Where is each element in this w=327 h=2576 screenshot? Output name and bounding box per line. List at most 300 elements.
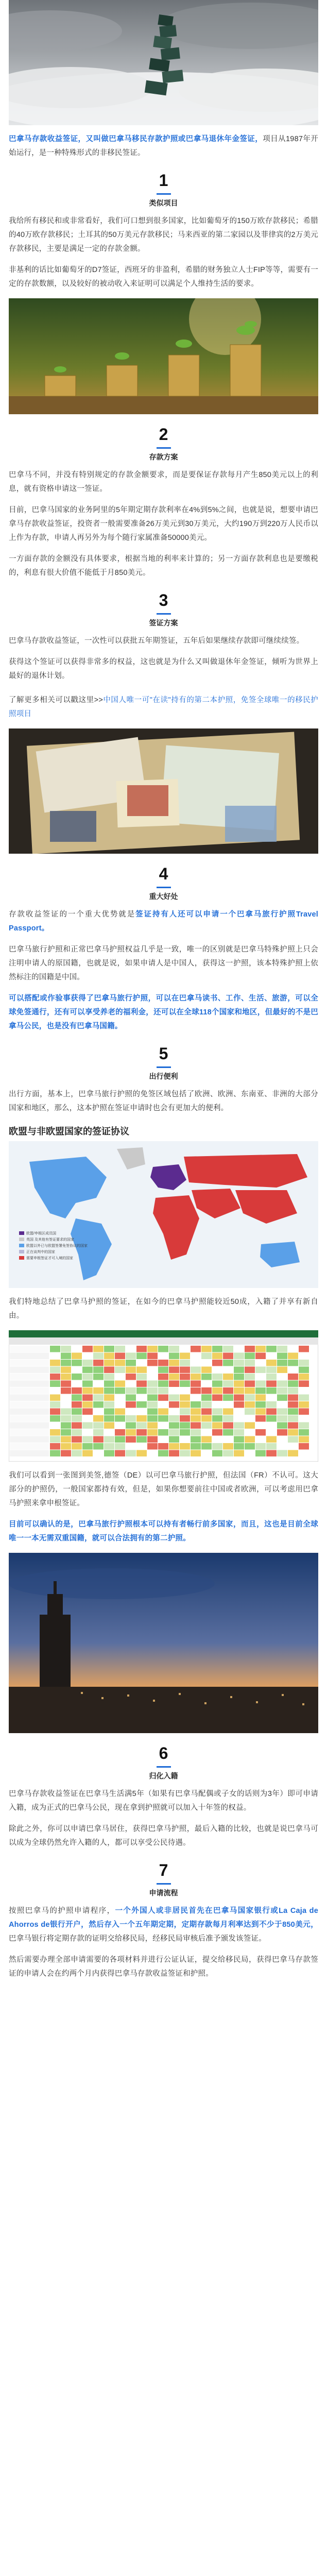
sheet-cell — [201, 1374, 212, 1380]
sheet-cell — [169, 1360, 179, 1366]
sheet-cell — [115, 1374, 125, 1380]
sheet-cell — [104, 1395, 114, 1401]
legend-item-4: 需要申根签证才可入境的国家 — [26, 1257, 73, 1260]
sheet-cell — [50, 1401, 60, 1408]
sheet-cell — [72, 1436, 82, 1443]
sheet-cell — [212, 1367, 222, 1374]
paragraph: 巴拿马不同，并没有特别规定的存款金额要求，而是要保证存款每月产生850美元以上的利息，就有资格申请这一签证。 — [9, 471, 318, 493]
sheet-cell — [223, 1450, 233, 1457]
sheet-cell — [147, 1401, 158, 1408]
sheet-cell — [299, 1422, 309, 1429]
sheet-cell — [212, 1353, 222, 1360]
sheet-cell — [245, 1450, 255, 1457]
sheet-row-label — [10, 1360, 49, 1366]
paragraph: 一方面存款的金额没有具体要求，根据当地的利率来计算的；另一方面存款利息也是要缴税的，利息有很大价值不能低于月850美元。 — [9, 555, 318, 577]
sheet-cell — [93, 1401, 104, 1408]
sheet-cell — [61, 1360, 71, 1366]
sheet-cell — [191, 1374, 201, 1380]
sheet-row-label — [10, 1450, 49, 1457]
sheet-cell — [266, 1346, 277, 1352]
section-divider — [157, 613, 171, 615]
sheet-cell — [136, 1395, 147, 1401]
sheet-cell — [299, 1401, 309, 1408]
sheet-cell — [169, 1429, 179, 1436]
sheet-cell — [277, 1436, 287, 1443]
sheet-cell — [277, 1422, 287, 1429]
sheet-row-label — [10, 1443, 49, 1450]
sheet-cell — [245, 1429, 255, 1436]
sheet-cell — [82, 1360, 93, 1366]
sheet-cell — [136, 1415, 147, 1422]
paragraph-text: 巴拿马银行将定期存款的证明交给移民局，经移民局审核后准予颁发该签证。 — [9, 1935, 266, 1943]
sheet-cell — [169, 1353, 179, 1360]
sheet-cell — [147, 1422, 158, 1429]
sheet-cell — [147, 1381, 158, 1387]
sheet-cell — [191, 1401, 201, 1408]
sheet-cell — [126, 1443, 136, 1450]
sheet-row-label — [10, 1422, 49, 1429]
visa-map-image — [9, 1141, 318, 1288]
section-divider — [157, 1883, 171, 1885]
sheet-cell — [212, 1415, 222, 1422]
sheet-cell — [277, 1353, 287, 1360]
sheet-cell — [299, 1429, 309, 1436]
sheet-cell — [255, 1401, 266, 1408]
world-visa-map — [9, 1141, 318, 1288]
section-number: 1 — [159, 171, 168, 190]
sheet-cell — [277, 1409, 287, 1415]
sheet-row-label — [10, 1415, 49, 1422]
sheet-cell — [191, 1381, 201, 1387]
sheet-cell — [288, 1401, 298, 1408]
sheet-cell — [180, 1436, 190, 1443]
intro-paragraph — [9, 132, 318, 160]
sheet-cell — [147, 1450, 158, 1457]
sheet-cell — [288, 1360, 298, 1366]
sheet-row-label — [10, 1387, 49, 1394]
sheet-cell — [277, 1429, 287, 1436]
sheet-cell — [180, 1450, 190, 1457]
sheet-cell — [191, 1409, 201, 1415]
sheet-cell — [136, 1429, 147, 1436]
sheet-cell — [72, 1409, 82, 1415]
sheet-cell — [72, 1374, 82, 1380]
sheet-cell — [61, 1395, 71, 1401]
sheet-cell — [201, 1450, 212, 1457]
sheet-cell — [50, 1395, 60, 1401]
sheet-cell — [180, 1409, 190, 1415]
sheet-cell — [61, 1429, 71, 1436]
related-link[interactable]: 中国人唯一可"在读"持有的第二本护照，免签全球唯一的移民护照项目 — [9, 696, 318, 718]
sheet-cell — [104, 1387, 114, 1394]
highlight-text: 签证持有人还可以申请一个巴拿马旅行护照Travel Passport。 — [9, 910, 318, 933]
sheet-cell — [169, 1415, 179, 1422]
sheet-cell — [115, 1346, 125, 1352]
sheet-cell — [115, 1415, 125, 1422]
section-number: 7 — [159, 1861, 168, 1879]
sheet-cell — [104, 1409, 114, 1415]
sheet-cell — [277, 1415, 287, 1422]
sheet-cell — [223, 1429, 233, 1436]
sheet-cell — [104, 1450, 114, 1457]
sheet-cell — [180, 1381, 190, 1387]
sheet-cell — [93, 1422, 104, 1429]
sheet-row-label — [10, 1436, 49, 1443]
sheet-cell — [61, 1422, 71, 1429]
sheet-cell — [223, 1360, 233, 1366]
sheet-cell — [126, 1429, 136, 1436]
sheet-cell — [212, 1395, 222, 1401]
sheet-cell — [93, 1346, 104, 1352]
sheet-cell — [245, 1353, 255, 1360]
sheet-cell — [50, 1367, 60, 1374]
sheet-cell — [288, 1367, 298, 1374]
section-divider — [157, 1066, 171, 1068]
legend-item-3: 正在谈判中的国家 — [26, 1250, 55, 1254]
sheet-cell — [82, 1450, 93, 1457]
sheet-cell — [212, 1374, 222, 1380]
sheet-cell — [201, 1401, 212, 1408]
section-number: 2 — [159, 425, 168, 444]
sheet-cell — [104, 1401, 114, 1408]
sheet-cell — [245, 1346, 255, 1352]
sheet-cell — [93, 1387, 104, 1394]
sheet-cell — [245, 1387, 255, 1394]
sheet-cell — [266, 1409, 277, 1415]
legend-item-1: 英国 及其他有签证要求的国家 — [26, 1238, 74, 1242]
sheet-row-label — [10, 1401, 49, 1408]
sheet-cell — [191, 1395, 201, 1401]
sheet-cell — [169, 1401, 179, 1408]
sheet-cell — [277, 1360, 287, 1366]
sheet-cell — [61, 1374, 71, 1380]
sheet-cell — [245, 1367, 255, 1374]
sheet-cell — [115, 1367, 125, 1374]
sheet-cell — [266, 1381, 277, 1387]
sheet-row-label — [10, 1409, 49, 1415]
sheet-cell — [255, 1422, 266, 1429]
paragraph: 目前，巴拿马国家的业务阿里的5年期定期存款利率在4%到5%之间，也就是说，想要申请巴拿马存款收益签证，投资者一般需要准备26万美元到30万美元，大约190万到220万人民币以上作为存款，申请人再另外为每个随行家属准备50000美元。 — [9, 506, 318, 542]
sheet-cell — [50, 1450, 60, 1457]
coins-growing-illustration — [9, 298, 318, 414]
sheet-cell — [93, 1367, 104, 1374]
sheet-cell — [234, 1374, 244, 1380]
sheet-cell — [147, 1415, 158, 1422]
paragraph: 巴拿马存款收益签证，一次性可以获批五年期签证，五年后如果继续存款即可继续续签。 — [9, 637, 304, 645]
sheet-cell — [126, 1450, 136, 1457]
sheet-cell — [245, 1443, 255, 1450]
section-title: 类似项目 — [149, 199, 178, 207]
sheet-cell — [245, 1401, 255, 1408]
sheet-cell — [136, 1346, 147, 1352]
sheet-cell — [234, 1353, 244, 1360]
sheet-cell — [169, 1346, 179, 1352]
sheet-cell — [147, 1346, 158, 1352]
sheet-cell — [266, 1374, 277, 1380]
sheet-cell — [288, 1415, 298, 1422]
sheet-cell — [126, 1409, 136, 1415]
sheet-cell — [93, 1436, 104, 1443]
sheet-cell — [93, 1415, 104, 1422]
sheet-cell — [50, 1436, 60, 1443]
sheet-cell — [223, 1422, 233, 1429]
sheet-cell — [180, 1374, 190, 1380]
sheet-cell — [299, 1395, 309, 1401]
sheet-cell — [115, 1395, 125, 1401]
sheet-cell — [255, 1360, 266, 1366]
sheet-cell — [288, 1436, 298, 1443]
sheet-cell — [277, 1443, 287, 1450]
sheet-cell — [288, 1395, 298, 1401]
sheet-cell — [223, 1346, 233, 1352]
sheet-cell — [255, 1353, 266, 1360]
sheet-cell — [158, 1360, 168, 1366]
section-number: 3 — [159, 591, 168, 609]
sheet-cell — [158, 1381, 168, 1387]
sheet-cell — [158, 1450, 168, 1457]
sheet-cell — [266, 1415, 277, 1422]
sheet-cell — [299, 1443, 309, 1450]
sheet-cell — [82, 1415, 93, 1422]
sheet-cell — [277, 1401, 287, 1408]
sheet-cell — [245, 1436, 255, 1443]
sheet-cell — [212, 1387, 222, 1394]
sheet-cell — [201, 1381, 212, 1387]
sheet-cell — [50, 1443, 60, 1450]
sheet-cell — [180, 1415, 190, 1422]
sheet-cell — [277, 1387, 287, 1394]
sheet-cell — [61, 1353, 71, 1360]
sheet-cell — [223, 1387, 233, 1394]
sheet-cell — [50, 1387, 60, 1394]
sheet-cell — [223, 1415, 233, 1422]
sheet-cell — [299, 1381, 309, 1387]
sheet-cell — [104, 1443, 114, 1450]
sheet-cell — [104, 1374, 114, 1380]
highlight-text: 一个外国人或非居民首先在巴拿马国家银行或La Caja de Ahorros de银行开户，然后存入一个五年期定期，定期存款每月利率达到不少于850美元， — [9, 1907, 318, 1929]
sheet-cell — [61, 1381, 71, 1387]
sheet-cell — [245, 1409, 255, 1415]
sheet-cell — [158, 1367, 168, 1374]
sheet-cell — [136, 1353, 147, 1360]
sheet-cell — [234, 1387, 244, 1394]
sheet-cell — [104, 1436, 114, 1443]
city-skyline-illustration — [9, 1553, 318, 1733]
sheet-cell — [169, 1395, 179, 1401]
sheet-cell — [72, 1450, 82, 1457]
sheet-cell — [201, 1367, 212, 1374]
sheet-cell — [299, 1436, 309, 1443]
sheet-cell — [266, 1422, 277, 1429]
sheet-cell — [50, 1409, 60, 1415]
sheet-cell — [93, 1381, 104, 1387]
passport-map-image — [9, 728, 318, 854]
links-prefix: 了解更多相关可以戳这里>> — [9, 696, 103, 704]
paragraph: 我给所有移民和或非常看好，我们可口想到很多国家，比如葡萄牙的150万欧存款移民；希腊的40万欧存款移民；土耳其的50万美元存款移民；马来西亚的第二家园以及菲律宾的2万美元存款移民，主要是满足一定的存款金额。 — [9, 217, 318, 253]
sheet-cell — [212, 1443, 222, 1450]
sheet-cell — [191, 1353, 201, 1360]
sheet-cell — [245, 1395, 255, 1401]
sheet-cell — [147, 1353, 158, 1360]
sheet-cell — [147, 1367, 158, 1374]
sheet-cell — [115, 1429, 125, 1436]
sheet-cell — [126, 1387, 136, 1394]
sheet-cell — [115, 1422, 125, 1429]
sheet-cell — [288, 1353, 298, 1360]
sheet-cell — [299, 1353, 309, 1360]
sheet-cell — [61, 1346, 71, 1352]
sheet-cell — [234, 1401, 244, 1408]
sheet-cell — [201, 1429, 212, 1436]
sheet-cell — [136, 1381, 147, 1387]
sheet-cell — [255, 1415, 266, 1422]
sheet-cell — [126, 1401, 136, 1408]
sheet-cell — [234, 1409, 244, 1415]
sheet-cell — [299, 1450, 309, 1457]
sheet-row-label — [10, 1367, 49, 1374]
sheet-cell — [277, 1346, 287, 1352]
paragraph: 我们可以看到一张图到美签,德签（DE）以可巴拿马旅行护照，但法国（FR）不认可。这大部分的护照仍，一般国家都持有效，但是，如果你想要前往中国或者欧洲，可以考虑用巴拿马护照来拿申根签证。 — [9, 1471, 318, 1507]
sheet-cell — [277, 1374, 287, 1380]
sheet-cell — [299, 1415, 309, 1422]
sheet-cell — [288, 1374, 298, 1380]
sheet-cell — [212, 1422, 222, 1429]
intro-highlight: 巴拿马存款收益签证，又叫做巴拿马移民存款护照或巴拿马退休年金签证， — [9, 135, 263, 143]
sheet-cell — [288, 1387, 298, 1394]
sheet-cell — [180, 1395, 190, 1401]
sheet-row-label — [10, 1353, 49, 1360]
sheet-cell — [104, 1381, 114, 1387]
sheet-cell — [93, 1443, 104, 1450]
sheet-cell — [201, 1353, 212, 1360]
sheet-cell — [72, 1395, 82, 1401]
sheet-cell — [61, 1409, 71, 1415]
legend-item-0: 欧盟/申根区成员国 — [26, 1232, 56, 1235]
sheet-cell — [115, 1387, 125, 1394]
sheet-cell — [147, 1374, 158, 1380]
sheet-cell — [115, 1381, 125, 1387]
sheet-cell — [212, 1381, 222, 1387]
sheet-cell — [266, 1429, 277, 1436]
sheet-cell — [299, 1409, 309, 1415]
sheet-cell — [169, 1374, 179, 1380]
sheet-cell — [266, 1360, 277, 1366]
sheet-cell — [191, 1436, 201, 1443]
sheet-cell — [288, 1429, 298, 1436]
sheet-cell — [191, 1387, 201, 1394]
sheet-cell — [82, 1374, 93, 1380]
sheet-cell — [158, 1346, 168, 1352]
sheet-cell — [50, 1429, 60, 1436]
sheet-cell — [50, 1422, 60, 1429]
sheet-cell — [158, 1401, 168, 1408]
sheet-cell — [266, 1401, 277, 1408]
sheet-cell — [93, 1374, 104, 1380]
sheet-cell — [255, 1429, 266, 1436]
section-heading-6 — [9, 1733, 318, 1787]
sheet-cell — [126, 1367, 136, 1374]
sheet-cell — [147, 1436, 158, 1443]
sheet-cell — [169, 1436, 179, 1443]
paragraph: 除此之外，你可以申请巴拿马居住，获得巴拿马护照，最后入籍的比较，也就是说巴拿马可以成为全球仍然允许入籍的人，都可以享受公民待遇。 — [9, 1825, 318, 1847]
sheet-cell — [299, 1346, 309, 1352]
sheet-cell — [288, 1422, 298, 1429]
sheet-cell — [180, 1367, 190, 1374]
sheet-cell — [61, 1387, 71, 1394]
sheet-cell — [61, 1367, 71, 1374]
sheet-cell — [212, 1450, 222, 1457]
sheet-cell — [180, 1387, 190, 1394]
sheet-cell — [82, 1381, 93, 1387]
paragraph: 我们特地总结了巴拿马护照的签证，在如今的巴拿马护照能较近50成，入籍了并享有新自由。 — [9, 1298, 318, 1320]
sheet-cell — [223, 1381, 233, 1387]
sheet-row-label — [10, 1374, 49, 1380]
sheet-cell — [136, 1422, 147, 1429]
sheet-cell — [201, 1409, 212, 1415]
sheet-cell — [126, 1360, 136, 1366]
section-heading-3 — [9, 580, 318, 634]
sheet-cell — [93, 1360, 104, 1366]
sheet-cell — [201, 1436, 212, 1443]
sheet-cell — [169, 1387, 179, 1394]
sheet-cell — [191, 1346, 201, 1352]
sheet-cell — [266, 1353, 277, 1360]
sheet-cell — [136, 1374, 147, 1380]
sheet-cell — [201, 1395, 212, 1401]
section-heading-1 — [9, 160, 318, 214]
sheet-cell — [158, 1374, 168, 1380]
section-divider — [157, 1766, 171, 1768]
sheet-cell — [115, 1409, 125, 1415]
sheet-cell — [223, 1443, 233, 1450]
sheet-cell — [266, 1443, 277, 1450]
sheet-cell — [255, 1346, 266, 1352]
sheet-cell — [158, 1436, 168, 1443]
city-dusk-image — [9, 1553, 318, 1733]
sheet-cell — [212, 1436, 222, 1443]
sheet-cell — [288, 1409, 298, 1415]
sheet-cell — [191, 1415, 201, 1422]
sheet-cell — [299, 1360, 309, 1366]
sheet-cell — [115, 1353, 125, 1360]
sheet-cell — [234, 1367, 244, 1374]
section-heading-2 — [9, 414, 318, 468]
sheet-cell — [104, 1429, 114, 1436]
sheet-cell — [158, 1443, 168, 1450]
sheet-cell — [136, 1387, 147, 1394]
sheet-cell — [158, 1422, 168, 1429]
paragraph — [9, 908, 318, 936]
sheet-cell — [126, 1415, 136, 1422]
legend-item-2: 欧盟以外已与欧盟签署免签协议的国家 — [26, 1244, 88, 1248]
sheet-cell — [104, 1422, 114, 1429]
sheet-cell — [93, 1353, 104, 1360]
sheet-cell — [158, 1415, 168, 1422]
sheet-cell — [201, 1346, 212, 1352]
sheet-cell — [169, 1409, 179, 1415]
sheet-cell — [126, 1436, 136, 1443]
sheet-cell — [82, 1395, 93, 1401]
sheet-cell — [50, 1353, 60, 1360]
sheet-cell — [104, 1415, 114, 1422]
visa-table-image — [9, 1330, 318, 1462]
sheet-cell — [288, 1450, 298, 1457]
sheet-cell — [136, 1443, 147, 1450]
sheet-cell — [61, 1450, 71, 1457]
section-title: 归化入籍 — [149, 1772, 178, 1780]
paragraph: 非基利的话比如葡萄牙的D7签证，西班牙的非盈利，希腊的财务独立人士FIP等等，需要有一定的存款数额，以及较好的被动收入来证明可以满足个人维持生活的要求。 — [9, 266, 318, 288]
sheet-cell — [180, 1401, 190, 1408]
